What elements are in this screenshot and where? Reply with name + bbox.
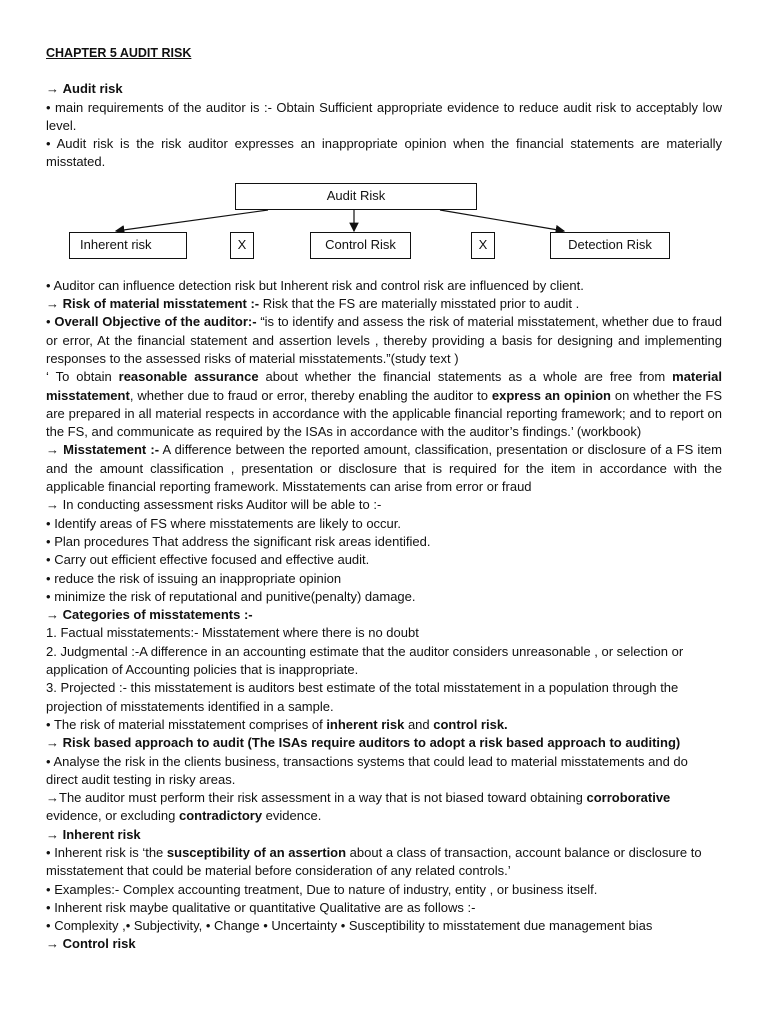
conducting-line: → In conducting assessment risks Auditor will be able to :- bbox=[46, 497, 382, 513]
audit-risk-point-1: • main requirements of the auditor is :- Obtain Sufficient appropriate evidence to reduce audit risk to acceptably low level. bbox=[46, 99, 722, 133]
category-projected: 3. Projected :- this misstatement is auditors best estimate of the total misstatement in a population through the projection of misstatements identified in a sample. bbox=[46, 680, 679, 714]
chapter-title: CHAPTER 5 AUDIT RISK bbox=[46, 46, 192, 60]
bullet-icon: • bbox=[46, 99, 51, 115]
list-item: • Plan procedures That address the significant risk areas identified. bbox=[46, 533, 431, 549]
misstatement-definition: → Misstatement :- A difference between the reported amount, classification, presentation or disclosure of a FS item and the amount classification , presentation or disclosure that is required for the item in accordance with the applicable financial reporting framework. Misstatements can arise from error or fraud bbox=[46, 442, 722, 495]
list-item: • Identify areas of FS where misstatements are likely to occur. bbox=[46, 515, 401, 531]
examples-line: • Examples:- Complex accounting treatment, Due to nature of industry, entity , or business itself. bbox=[46, 881, 598, 897]
control-risk-heading: → Control risk bbox=[46, 936, 136, 952]
risk-based-approach-line: → Risk based approach to audit (The ISAs require auditors to adopt a risk based approach to auditing) bbox=[46, 735, 681, 751]
bullet-icon: • bbox=[46, 136, 51, 152]
list-item: • reduce the risk of issuing an inappropriate opinion bbox=[46, 570, 342, 586]
category-factual: 1. Factual misstatements:- Misstatement where there is no doubt bbox=[46, 625, 419, 641]
detection-risk-box: Detection Risk bbox=[550, 232, 670, 259]
audit-risk-box: Audit Risk bbox=[235, 183, 477, 210]
inherent-risk-box: Inherent risk bbox=[69, 232, 187, 259]
arrow-icon: → bbox=[46, 81, 59, 97]
qualitative-factors-line: • Complexity ,• Subjectivity, • Change • Uncertainty • Susceptibility to misstatement due management bias bbox=[46, 918, 653, 934]
document-page bbox=[46, 44, 722, 954]
workbook-quote: ‘ To obtain reasonable assurance about whether the financial statements as a whole are free from material misstatement, whether due to fraud or error, thereby enabling the auditor to express an opinion on whether the FS are prepared in all material respects in accordance with the applicable financial reporting framework; and to report on the FS, and communicate as required by the ISAs in accordance with the auditor’s findings.’ (workbook) bbox=[46, 369, 723, 440]
qualitative-line: • Inherent risk maybe qualitative or quantitative Qualitative are as follows :- bbox=[46, 899, 476, 915]
bias-line: →The auditor must perform their risk assessment in a way that is not biased toward obtaining corroborative evidence, or excluding contradictory evidence. bbox=[46, 790, 671, 824]
influence-line: • Auditor can influence detection risk but Inherent risk and control risk are influenced by client. bbox=[46, 277, 584, 293]
multiply-box-1: X bbox=[230, 232, 254, 259]
audit-risk-heading: → Audit risk bbox=[46, 81, 123, 97]
rmm-line: → Risk of material misstatement :- Risk that the FS are materially misstated prior to audit . bbox=[46, 296, 580, 312]
inherent-risk-definition: • Inherent risk is ‘the susceptibility of an assertion about a class of transaction, account balance or disclosure to misstatement that could be material before consideration of any related controls.’ bbox=[46, 844, 702, 879]
multiply-box-2: X bbox=[471, 232, 495, 259]
audit-risk-diagram bbox=[46, 181, 722, 267]
control-risk-box: Control Risk bbox=[310, 232, 411, 259]
categories-heading: → Categories of misstatements :- bbox=[46, 607, 253, 623]
list-item: • Carry out efficient effective focused and effective audit. bbox=[46, 552, 370, 568]
category-judgmental: 2. Judgmental :-A difference in an accounting estimate that the auditor considers unreasonable , or selection or application of Accounting policies that is inappropriate. bbox=[46, 643, 684, 678]
objective-paragraph: • Overall Objective of the auditor:- “is to identify and assess the risk of material misstatement, whether due to fraud or error, At the financial statement and assertion levels , thereby providing a basis for designing and implementing responses to the assessed risks of material misstatements.”(study text ) bbox=[46, 314, 722, 366]
analyse-line: • Analyse the risk in the clients business, transactions systems that could lead to material misstatements and do direct audit testing in risky areas. bbox=[46, 753, 688, 787]
inherent-risk-heading: → Inherent risk bbox=[46, 826, 141, 842]
list-item: • minimize the risk of reputational and punitive(penalty) damage. bbox=[46, 588, 416, 604]
rmm-comprises-line: • The risk of material misstatement comprises of inherent risk and control risk. bbox=[46, 716, 508, 732]
audit-risk-point-2: • Audit risk is the risk auditor expresses an inappropriate opinion when the financial statements are materially misstated. bbox=[46, 136, 722, 170]
